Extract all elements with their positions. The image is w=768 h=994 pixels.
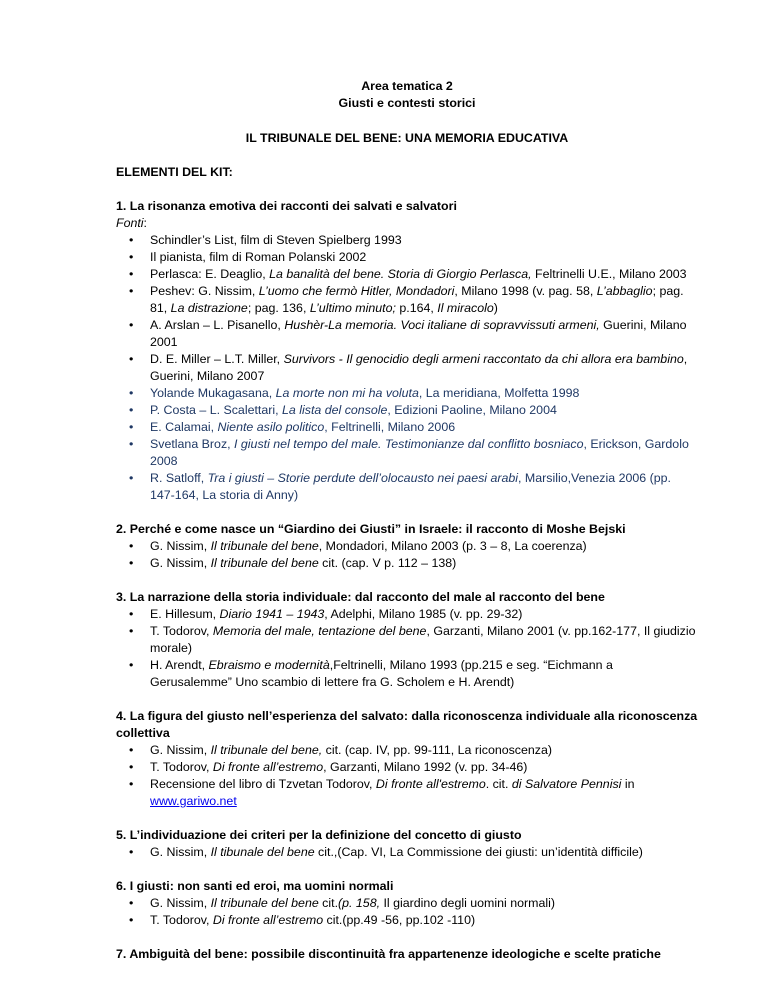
item-text: Peshev: G. Nissim,: [150, 284, 259, 298]
item-title: L’ultimo minuto;: [309, 301, 396, 315]
item-text: G. Nissim,: [150, 743, 211, 757]
item-text: ): [493, 301, 498, 315]
bullet-icon: •: [129, 760, 134, 774]
item-title: La morte non mi ha voluta: [275, 386, 419, 400]
item-text: , Guerini, Milano 2007: [150, 352, 688, 383]
section-7: [116, 946, 698, 963]
section-2-list: [116, 538, 698, 572]
item-text: T. Todorov,: [150, 760, 213, 774]
bullet-icon: •: [129, 318, 134, 332]
item-text: G. Nissim,: [150, 845, 211, 859]
item-text: ; pag. 81,: [150, 284, 684, 315]
item-title: Il miracolo: [437, 301, 494, 315]
item-text: A. Arslan – L. Pisanello,: [150, 318, 285, 332]
bullet-icon: •: [129, 913, 134, 927]
item-text: , Garzanti, Milano 2001 (v. pp.162-177, Il giudizio morale): [150, 624, 696, 655]
section-7-title: 7. Ambiguità del bene: possibile discontinuità fra appartenenze ideologiche e scelte pratiche: [116, 947, 661, 961]
item-title: Memoria del male, tentazione del bene: [212, 624, 427, 638]
item-text: , Mondadori, Milano 2003 (p. 3 – 8, La coerenza): [318, 539, 587, 553]
list-item: [116, 317, 698, 351]
document-title: IL TRIBUNALE DEL BENE: UNA MEMORIA EDUCATIVA: [245, 131, 569, 145]
section-1: [116, 198, 698, 504]
item-title: La banalità del bene. Storia di Giorgio Perlasca,: [269, 267, 532, 281]
section-1-title: 1. La risonanza emotiva dei racconti dei salvati e salvatori: [116, 199, 457, 213]
item-text: G. Nissim,: [150, 896, 211, 910]
item-text: p.164,: [395, 301, 438, 315]
bullet-icon: •: [129, 624, 134, 638]
item-text: G. Nissim,: [150, 556, 211, 570]
section-5-list: [116, 844, 698, 861]
item-title: Il tribunale del bene,: [210, 743, 323, 757]
item-text: T. Todorov,: [150, 913, 213, 927]
item-text: E. Hillesum,: [150, 607, 220, 621]
item-text: Il giardino degli uomini normali): [380, 896, 555, 910]
item-title: L’uomo che fermò Hitler, Mondadori: [258, 284, 455, 298]
item-text: E. Calamai,: [150, 420, 218, 434]
item-title: Di fronte all’estremo: [212, 760, 324, 774]
item-title: I giusti nel tempo del male. Testimonianze dal conflitto bosniaco: [234, 437, 584, 451]
list-item: [116, 895, 698, 912]
bullet-icon: •: [129, 845, 134, 859]
item-text: D. E. Miller – L.T. Miller,: [150, 352, 284, 366]
item-text: ; pag. 136,: [247, 301, 310, 315]
item-title: Niente asilo politico: [217, 420, 325, 434]
item-title: Diario 1941 – 1943: [219, 607, 325, 621]
item-title: Ebraismo e modernità: [208, 658, 330, 672]
bullet-icon: •: [129, 658, 134, 672]
thematic-area: Area tematica 2: [361, 79, 453, 93]
item-title: Il tribunale del bene: [210, 539, 319, 553]
list-item: [116, 538, 698, 555]
item-title: La lista del console: [282, 403, 388, 417]
bullet-icon: •: [129, 743, 134, 757]
item-author: di Salvatore Pennisi: [511, 777, 622, 791]
bullet-icon: •: [129, 233, 134, 247]
item-title: Survivors - Il genocidio degli armeni raccontato da chi allora era bambino: [283, 352, 684, 366]
section-6-title: 6. I giusti: non santi ed eroi, ma uomini normali: [116, 879, 394, 893]
item-text: , Erickson, Gardolo 2008: [150, 437, 689, 468]
bullet-icon: •: [129, 352, 134, 366]
list-item: [116, 776, 698, 810]
item-text: , Feltrinelli, Milano 2006: [324, 420, 456, 434]
list-item: [116, 402, 698, 419]
section-3-title: 3. La narrazione della storia individuale: dal racconto del male al racconto del bene: [116, 590, 605, 604]
thematic-subtitle: Giusti e contesti storici: [338, 96, 476, 110]
section-4: [116, 708, 698, 810]
bullet-icon: •: [129, 896, 134, 910]
item-text: , Adelphi, Milano 1985 (v. pp. 29-32): [324, 607, 523, 621]
bullet-icon: •: [129, 386, 134, 400]
section-1-list: [116, 232, 698, 504]
bullet-icon: •: [129, 403, 134, 417]
bullet-icon: •: [129, 539, 134, 553]
list-item: [116, 436, 698, 470]
list-item: [116, 555, 698, 572]
item-text: cit.(pp.49 -56, pp.102 -110): [323, 913, 476, 927]
item-text: cit. (cap. IV, pp. 99-111, La riconoscenza): [322, 743, 552, 757]
item-title: Di fronte all’estremo: [212, 913, 324, 927]
list-item: [116, 742, 698, 759]
item-title: Il tribunale del bene: [210, 896, 319, 910]
item-text: in: [621, 777, 635, 791]
section-2: [116, 521, 698, 572]
item-text: Perlasca: E. Deaglio,: [150, 267, 270, 281]
item-text: Recensione del libro di Tzvetan Todorov,: [150, 777, 376, 791]
item-text: , Marsilio,Venezia 2006 (pp. 147-164, La storia di Anny): [150, 471, 671, 502]
item-text: , Milano 1998 (v. pag. 58,: [454, 284, 597, 298]
section-3-list: [116, 606, 698, 691]
list-item: [116, 844, 698, 861]
list-item: [116, 759, 698, 776]
list-item: [116, 623, 698, 657]
bullet-icon: •: [129, 471, 134, 485]
kit-heading: ELEMENTI DEL KIT:: [116, 165, 233, 179]
item-title: Il tribunale del bene: [210, 556, 319, 570]
bullet-icon: •: [129, 267, 134, 281]
item-text: R. Satloff,: [150, 471, 208, 485]
sources-label: [116, 215, 698, 232]
section-3: [116, 589, 698, 691]
list-item: [116, 470, 698, 504]
bullet-icon: •: [129, 777, 134, 791]
item-text: P. Costa – L. Scalettari,: [150, 403, 283, 417]
item-title: Hushèr-La memoria. Voci italiane di sopravvissuti armeni,: [284, 318, 600, 332]
sources-label-text: Fonti: [116, 216, 144, 230]
item-text: Feltrinelli U.E., Milano 2003: [531, 267, 687, 281]
item-text: . cit.: [485, 777, 512, 791]
item-text: , Garzanti, Milano 1992 (v. pp. 34-46): [323, 760, 528, 774]
item-text: Il pianista, film di Roman Polanski 2002: [150, 250, 367, 264]
item-text: cit.,(Cap. VI, La Commissione dei giusti: un’identità difficile): [314, 845, 643, 859]
section-6: [116, 878, 698, 929]
item-text: Yolande Mukagasana,: [150, 386, 276, 400]
list-item: [116, 249, 698, 266]
document-body: [116, 78, 698, 963]
list-item: [116, 419, 698, 436]
list-item: [116, 232, 698, 249]
section-4-list: [116, 742, 698, 810]
sources-label-colon: :: [143, 216, 147, 230]
section-2-title: 2. Perché e come nasce un “Giardino dei Giusti” in Israele: il racconto di Moshe Bejski: [116, 522, 626, 536]
item-text: H. Arendt,: [150, 658, 209, 672]
item-text: Guerini, Milano 2001: [150, 318, 687, 349]
item-title: (p. 158,: [338, 896, 381, 910]
item-title: L’abbaglio: [596, 284, 653, 298]
section-6-list: [116, 895, 698, 929]
item-text: , Edizioni Paoline, Milano 2004: [387, 403, 557, 417]
bullet-icon: •: [129, 420, 134, 434]
section-5: [116, 827, 698, 861]
item-title: Il tibunale del bene: [210, 845, 315, 859]
bullet-icon: •: [129, 556, 134, 570]
bullet-icon: •: [129, 250, 134, 264]
list-item: [116, 385, 698, 402]
item-text: ,Feltrinelli, Milano 1993 (pp.215 e seg. “Eichmann a Gerusalemme” Uno scambio di lettere fra G. Scholem e H. Arendt): [150, 658, 613, 689]
bullet-icon: •: [129, 284, 134, 298]
item-text: , La meridiana, Molfetta 1998: [418, 386, 580, 400]
gariwo-link[interactable]: www.gariwo.net: [150, 794, 237, 808]
item-title: Di fronte all'estremo: [375, 777, 486, 791]
list-item: [116, 283, 698, 317]
section-5-title: 5. L’individuazione dei criteri per la definizione del concetto di giusto: [116, 828, 522, 842]
list-item: [116, 606, 698, 623]
item-text: cit.: [318, 896, 339, 910]
item-text: T. Todorov,: [150, 624, 213, 638]
list-item: [116, 266, 698, 283]
item-text: G. Nissim,: [150, 539, 211, 553]
item-title: Tra i giusti – Storie perdute dell’olocausto nei paesi arabi: [207, 471, 519, 485]
section-4-title: 4. La figura del giusto nell’esperienza del salvato: dalla riconoscenza individuale alla riconoscenza collettiva: [116, 709, 698, 740]
item-text: cit. (cap. V p. 112 – 138): [318, 556, 457, 570]
list-item: [116, 657, 698, 691]
list-item: [116, 912, 698, 929]
item-title: La distrazione: [170, 301, 248, 315]
list-item: [116, 351, 698, 385]
bullet-icon: •: [129, 437, 134, 451]
item-text: Schindler’s List, film di Steven Spielberg 1993: [150, 233, 402, 247]
item-text: Svetlana Broz,: [150, 437, 235, 451]
bullet-icon: •: [129, 607, 134, 621]
